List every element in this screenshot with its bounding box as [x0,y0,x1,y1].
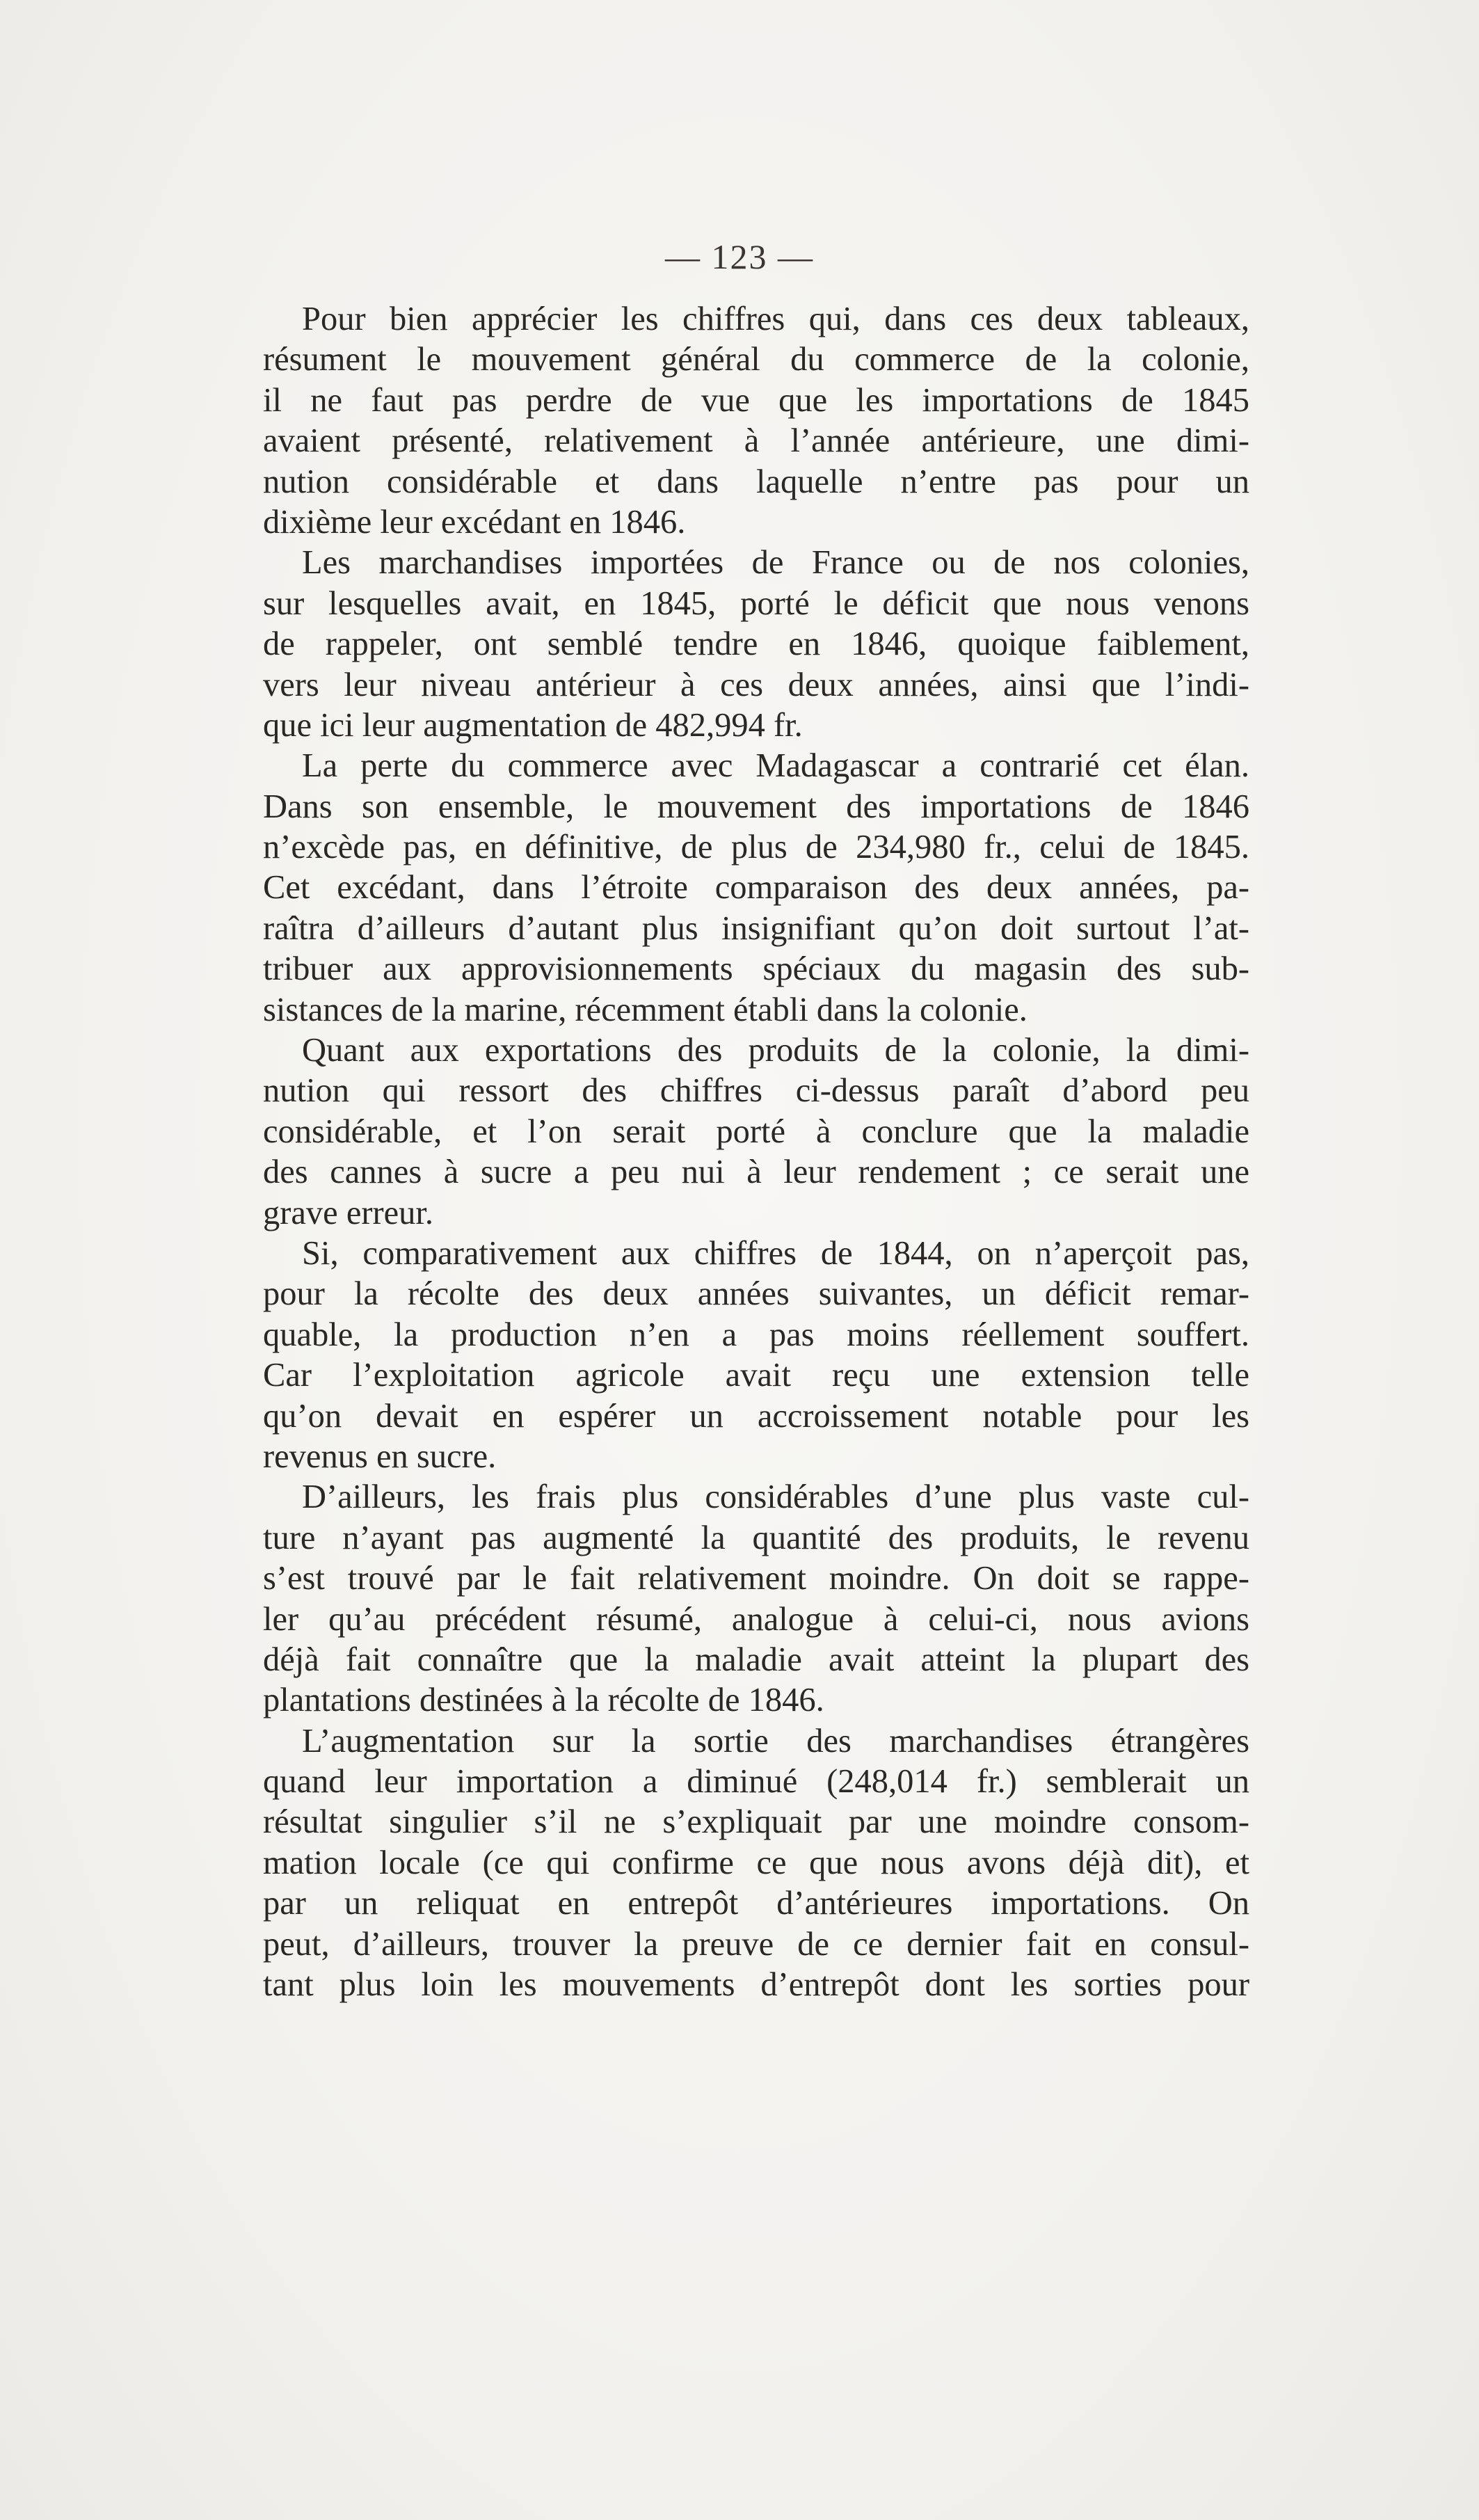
text-line: D’ailleurs, les frais plus considérables d’une plus vaste cul- [302,1478,1249,1516]
text-line: sistances de la marine, récemment établi dans la colonie. [263,991,1028,1028]
text-line: La perte du commerce avec Madagascar a contrarié cet élan. [302,747,1249,785]
page-number: — 123 — [665,237,814,276]
text-line: il ne faut pas perdre de vue que les importations de 1845 [263,381,1249,419]
text-line: des cannes à sucre a peu nui à leur rendement ; ce serait une [263,1154,1249,1191]
text-line: raîtra d’ailleurs d’autant plus insignifiant qu’on doit surtout l’at- [263,909,1249,947]
text-line: de rappeler, ont semblé tendre en 1846, quoique faiblement, [263,625,1249,663]
text-line: s’est trouvé par le fait relativement moindre. On doit se rappe- [263,1560,1249,1597]
text-line: qu’on devait en espérer un accroissement notable pour les [263,1397,1249,1435]
text-line: peut, d’ailleurs, trouver la preuve de ce dernier fait en consul- [263,1925,1249,1963]
text-line: Cet excédant, dans l’étroite comparaison des deux années, pa- [263,869,1249,907]
text-line: dixième leur excédant en 1846. [263,503,686,541]
text-line: nution qui ressort des chiffres ci-dessus paraît d’abord peu [263,1072,1249,1110]
text-line: Car l’exploitation agricole avait reçu une extension telle [263,1357,1249,1394]
text-line: n’excède pas, en définitive, de plus de 234,980 fr., celui de 1845. [263,829,1249,866]
text-line: Dans son ensemble, le mouvement des importations de 1846 [263,788,1249,825]
body-text [263,299,1249,2005]
text-line: Pour bien apprécier les chiffres qui, dans ces deux tableaux, [302,301,1249,337]
text-line: déjà fait connaître que la maladie avait atteint la plupart des [263,1641,1249,1678]
text-line: considérable, et l’on serait porté à conclure que la maladie [263,1113,1249,1150]
text-line: que ici leur augmentation de 482,994 fr. [263,706,803,744]
text-line: tribuer aux approvisionnements spéciaux du magasin des sub- [263,950,1249,988]
text-line: pour la récolte des deux années suivantes, un déficit remar- [263,1275,1249,1313]
text-line: Les marchandises importées de France ou de nos colonies, [302,544,1249,582]
text-line: ture n’ayant pas augmenté la quantité des produits, le revenu [263,1519,1249,1556]
text-line: vers leur niveau antérieur à ces deux années, ainsi que l’indi- [263,666,1249,703]
text-line: ler qu’au précédent résumé, analogue à celui-ci, nous avions [263,1600,1249,1638]
text-line: nution considérable et dans laquelle n’entre pas pour un [263,463,1249,500]
text-line: L’augmentation sur la sortie des marchandises étrangères [302,1722,1249,1760]
text-line: Quant aux exportations des produits de la colonie, la dimi- [302,1032,1249,1069]
text-line: Si, comparativement aux chiffres de 1844, on n’aperçoit pas, [302,1234,1249,1272]
text-line: avaient présenté, relativement à l’année antérieure, une dimi- [263,422,1249,460]
text-line: quable, la production n’en a pas moins réellement souffert. [263,1316,1249,1353]
text-line: résultat singulier s’il ne s’expliquait par une moindre consom- [263,1803,1249,1841]
text-line: plantations destinées à la récolte de 1846. [263,1682,824,1719]
text-line: quand leur importation a diminué (248,014 fr.) semblerait un [263,1763,1249,1801]
text-line: résument le mouvement général du commerce de la colonie, [263,341,1249,378]
text-line: sur lesquelles avait, en 1845, porté le déficit que nous venons [263,584,1249,622]
text-line: par un reliquat en entrepôt d’antérieures importations. On [263,1885,1249,1922]
text-line: tant plus loin les mouvements d’entrepôt dont les sorties pour [263,1966,1249,2004]
text-line: mation locale (ce qui confirme ce que nous avons déjà dit), et [263,1844,1249,1881]
text-line: revenus en sucre. [263,1437,497,1475]
text-line: grave erreur. [263,1194,434,1231]
